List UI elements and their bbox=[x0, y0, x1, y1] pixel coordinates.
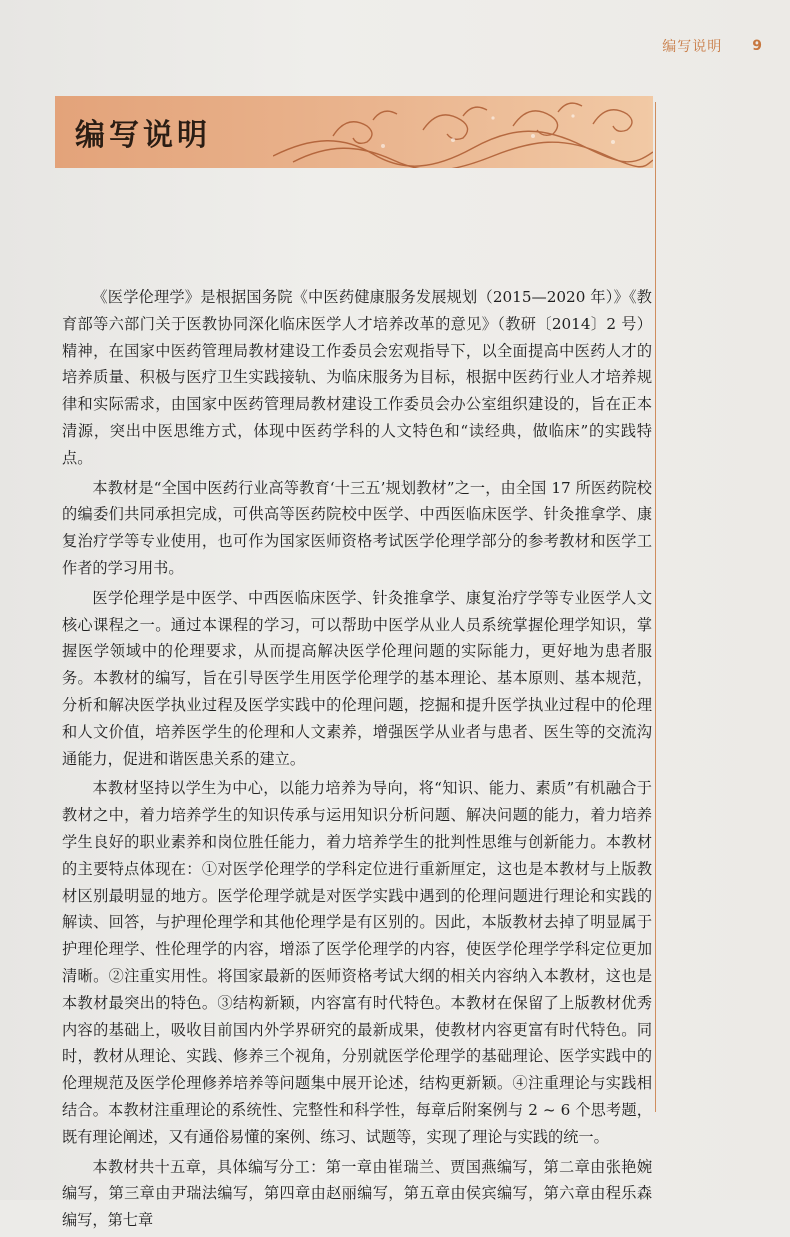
section-banner bbox=[55, 96, 653, 168]
page-number: 9 bbox=[752, 38, 762, 54]
body-text bbox=[62, 284, 652, 1237]
paragraph: 本教材共十五章，具体编写分工：第一章由崔瑞兰、贾国燕编写，第二章由张艳婉编写，第三章由尹瑞法编写，第四章由赵丽编写，第五章由侯宾编写，第六章由程乐森编写，第七章 bbox=[62, 1157, 652, 1230]
paragraph: 本教材是“全国中医药行业高等教育‘十三五’规划教材”之一，由全国 17 所医药院校的编委们共同承担完成，可供高等医药院校中医学、中西医临床医学、针灸推拿学、康复治疗学等专业使用，也可作为国家医师资格考试医学伦理学部分的参考教材和医学工作者的学习用书。 bbox=[62, 478, 652, 577]
section-title: 编写说明 bbox=[75, 118, 211, 153]
wave-ornament-icon bbox=[273, 96, 653, 168]
paragraph: 本教材坚持以学生为中心，以能力培养为导向，将“知识、能力、素质”有机融合于教材之中，着力培养学生的知识传承与运用知识分析问题、解决问题的能力，着力培养学生良好的职业素养和岗位胜任能力，着力培养学生的批判性思维与创新能力。本教材的主要特点体现在：①对医学伦理学的学科定位进行重新厘定，这也是本教材与上版教材区别最明显的地方。医学伦理学就是对医学实践中遇到的伦理问题进行理论和实践的解读、回答，与护理伦理学和其他伦理学是有区别的。因此，本版教材去掉了明显属于护理伦理学、性伦理学的内容，增添了医学伦理学的内容，使医学伦理学学科定位更加清晰。②注重实用性。将国家最新的医师资格考试大纲的相关内容纳入本教材，这也是本教材最突出的特色。③结构新颖，内容富有时代特色。本教材在保留了上版教材优秀内容的基础上，吸收目前国内外学界研究的最新成果，使教材内容更富有时代特色。同时，教材从理论、实践、修养三个视角，分别就医学伦理学的基础理论、医学实践中的伦理规范及医学伦理修养培养等问题集中展开论述，结构更新颖。④注重理论与实践相结合。本教材注重理论的系统性、完整性和科学性，每章后附案例与 2 ~ 6 个思考题，既有理论阐述，又有通俗易懂的案例、练习、试题等，实现了理论与实践的统一。 bbox=[62, 779, 652, 1146]
paragraph: 《医学伦理学》是根据国务院《中医药健康服务发展规划（2015—2020 年）》《教育部等六部门关于医教协同深化临床医学人才培养改革的意见》（教研〔2014〕2 号）精神，在国家中医药管理局教材建设工作委员会宏观指导下，以全面提高中医药人才的培养质量、积极与医疗卫生实践接轨、为临床服务为目标，根据中医药行业人才培养规律和实际需求，由国家中医药管理局教材建设工作委员会办公室组织建设的，旨在正本清源，突出中医思维方式，体现中医药学科的人文特色和“读经典，做临床”的实践特点。 bbox=[62, 288, 652, 467]
margin-rule bbox=[655, 102, 656, 1112]
paragraph: 医学伦理学是中医学、中西医临床医学、针灸推拿学、康复治疗学等专业医学人文核心课程之一。通过本课程的学习，可以帮助中医学从业人员系统掌握伦理学知识，掌握医学领域中的伦理要求，从而提高解决医学伦理问题的实际能力，更好地为患者服务。本教材的编写，旨在引导医学生用医学伦理学的基本理论、基本原则、基本规范，分析和解决医学执业过程及医学实践中的伦理问题，挖掘和提升医学执业过程中的伦理和人文价值，培养医学生的伦理和人文素养，增强医学从业者与患者、医生等的交流沟通能力，促进和谐医患关系的建立。 bbox=[62, 588, 652, 768]
running-head-title: 编写说明 bbox=[662, 39, 723, 55]
running-head bbox=[662, 36, 762, 56]
